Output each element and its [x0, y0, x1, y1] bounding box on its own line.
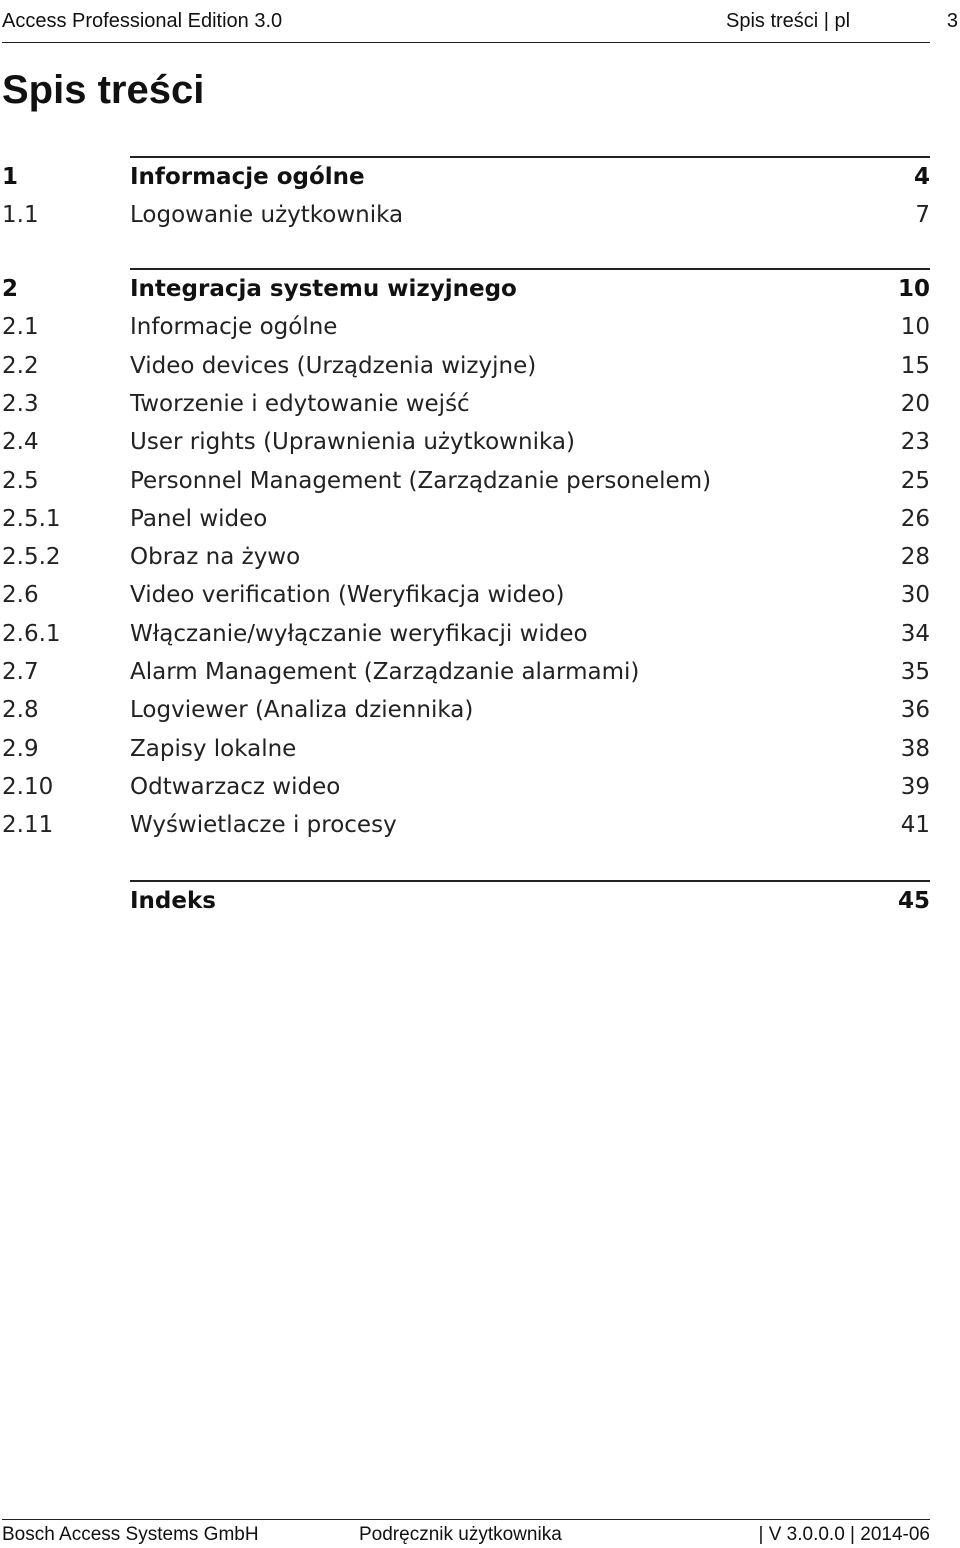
- toc-entry-page: 41: [900, 812, 930, 839]
- toc-entry-page: 25: [900, 467, 930, 494]
- page-title: Spis treści: [2, 68, 205, 112]
- toc-entry-page: 28: [900, 544, 930, 571]
- toc-entry-label: Personnel Management (Zarządzanie personelem): [130, 467, 712, 494]
- toc-entry-number: 2.11: [2, 812, 54, 839]
- toc-entry-label: Integracja systemu wizyjnego: [130, 276, 517, 302]
- toc-entry-page: 10: [897, 276, 930, 302]
- toc-entry-number: 2.3: [2, 390, 39, 417]
- toc-entry-page: 26: [900, 505, 930, 532]
- toc-entry[interactable]: [2, 462, 930, 500]
- toc-entry-page: 39: [900, 773, 930, 800]
- toc-entry-page: 38: [900, 735, 930, 762]
- toc-entry-number: 2.8: [2, 697, 39, 724]
- document-title: Access Professional Edition 3.0: [2, 10, 283, 32]
- toc-chapter-entry[interactable]: [2, 270, 930, 308]
- toc-entry[interactable]: [2, 385, 930, 423]
- toc-entry-number: 2.7: [2, 659, 39, 685]
- toc-entry[interactable]: [2, 615, 930, 653]
- toc-entry[interactable]: [2, 653, 930, 691]
- toc-entry[interactable]: [2, 423, 930, 461]
- toc-entry[interactable]: [2, 308, 930, 346]
- toc-entry-number: 2.2: [2, 352, 39, 379]
- toc-entry-number: 1: [2, 164, 19, 190]
- toc-entry-label: Indeks: [130, 888, 216, 914]
- toc-entry-page: 10: [900, 314, 930, 341]
- toc-entry-page: 4: [913, 164, 930, 190]
- toc-entry[interactable]: [2, 730, 930, 768]
- toc-entry-number: 2.5.2: [2, 544, 61, 571]
- toc-chapter-entry[interactable]: [2, 158, 930, 196]
- page-header: [2, 8, 960, 34]
- toc-entry-page: 20: [900, 390, 930, 417]
- toc-entry[interactable]: [2, 196, 930, 234]
- toc-entry-label: Logowanie użytkownika: [130, 202, 404, 229]
- toc-entry-number: 2.1: [2, 314, 39, 341]
- toc-entry-label: User rights (Uprawnienia użytkownika): [130, 429, 575, 456]
- toc-entry-page: 7: [915, 202, 930, 229]
- toc-entry-label: Logviewer (Analiza dziennika): [130, 697, 474, 724]
- footer-manual-type: Podręcznik użytkownika: [359, 1524, 562, 1545]
- toc-entry-page: 45: [897, 888, 930, 914]
- toc-entry-number: 1.1: [2, 202, 39, 229]
- header-divider: [2, 42, 930, 43]
- toc-entry-label: Panel wideo: [130, 505, 268, 532]
- toc-entry-page: 34: [900, 620, 930, 647]
- toc-entry-page: 30: [900, 582, 930, 609]
- toc-entry[interactable]: [2, 500, 930, 538]
- toc-entry-number: 2.5.1: [2, 505, 61, 532]
- toc-entry-page: 23: [900, 429, 930, 456]
- toc-entry-label: Video devices (Urządzenia wizyjne): [130, 352, 537, 379]
- toc-entry-number: 2.4: [2, 429, 39, 456]
- toc-entry-page: 15: [900, 352, 930, 379]
- toc-entry-number: 2.5: [2, 467, 39, 494]
- toc-entry-number: 2.6.1: [2, 620, 61, 647]
- footer-version: | V 3.0.0.0 | 2014-06: [758, 1524, 930, 1545]
- toc-entry-label: Obraz na żywo: [130, 544, 301, 571]
- toc-chapter-entry[interactable]: [2, 882, 930, 920]
- toc-entry[interactable]: [2, 538, 930, 576]
- toc-entry-number: 2.10: [2, 773, 54, 800]
- toc-entry-page: 36: [900, 697, 930, 724]
- footer-company: Bosch Access Systems GmbH: [2, 1524, 259, 1545]
- toc-entry-label: Włączanie/wyłączanie weryfikacji wideo: [130, 620, 588, 647]
- toc-entry-number: 2: [2, 276, 19, 302]
- toc-entry[interactable]: [2, 691, 930, 729]
- page-number: 3: [946, 10, 958, 32]
- toc-entry-label: Informacje ogólne: [130, 164, 365, 190]
- toc-entry-label: Zapisy lokalne: [130, 735, 297, 762]
- toc-entry-page: 35: [900, 659, 930, 685]
- toc-entry-label: Odtwarzacz wideo: [130, 773, 341, 800]
- toc-entry[interactable]: [2, 347, 930, 385]
- toc-entry-label: Video verification (Weryfikacja wideo): [130, 582, 565, 609]
- toc-entry-label: Informacje ogólne: [130, 314, 338, 341]
- toc-entry[interactable]: [2, 576, 930, 614]
- footer-divider: [2, 1519, 930, 1520]
- toc-entry-label: Wyświetlacze i procesy: [130, 812, 397, 839]
- toc-entry-label: Tworzenie i edytowanie wejść: [130, 390, 470, 417]
- toc-entry[interactable]: [2, 768, 930, 806]
- page-footer: [2, 1522, 930, 1548]
- toc-entry-label: Alarm Management (Zarządzanie alarmami): [130, 659, 640, 685]
- toc-entry-number: 2.6: [2, 582, 39, 609]
- toc-entry-number: 2.9: [2, 735, 39, 762]
- header-section-label: Spis treści | pl: [726, 10, 851, 32]
- toc-entry[interactable]: [2, 806, 930, 844]
